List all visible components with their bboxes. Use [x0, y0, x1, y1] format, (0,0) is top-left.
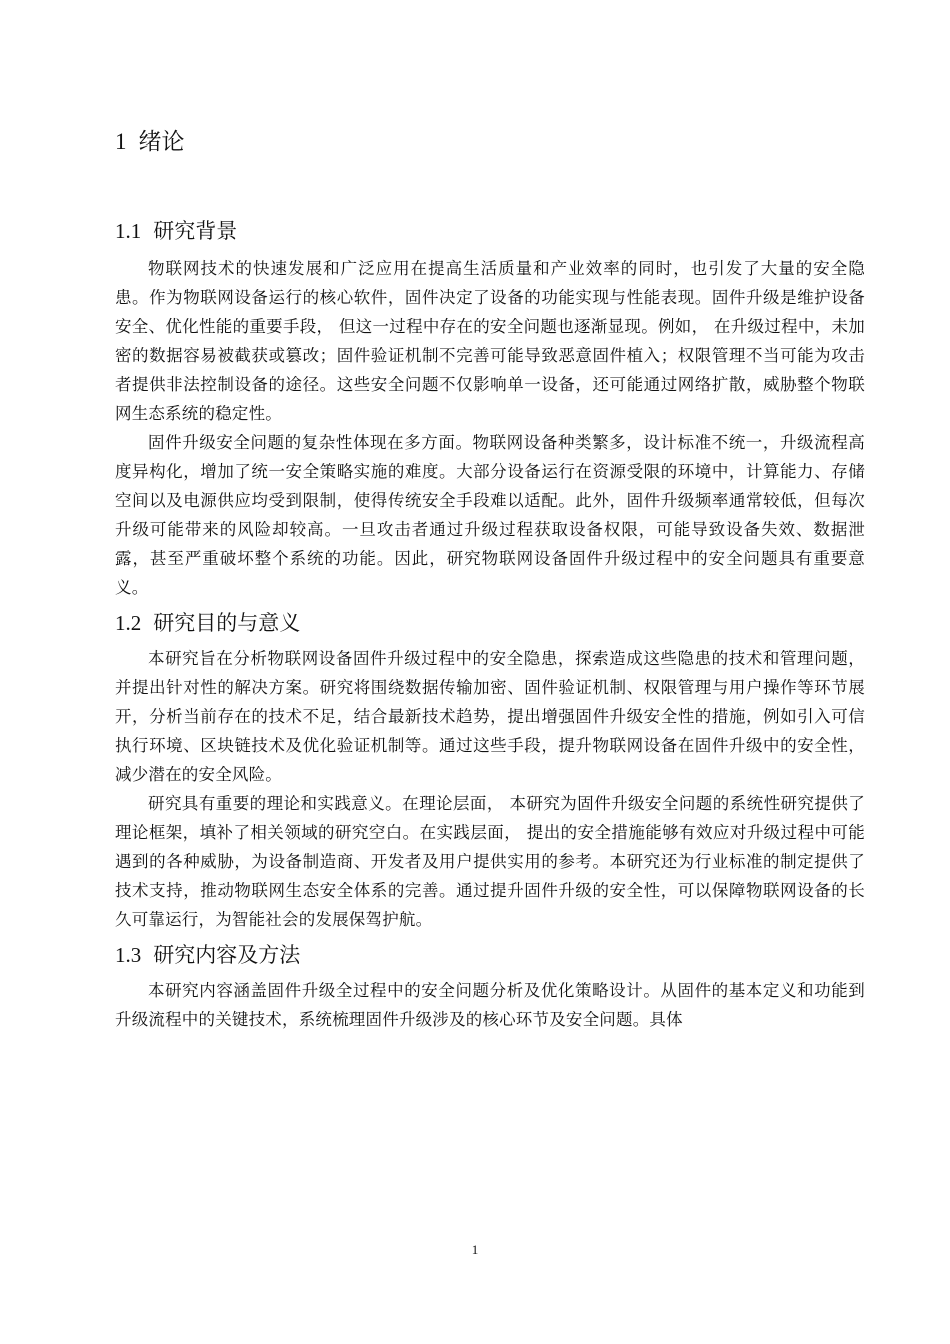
section-title: 研究目的与意义 [153, 611, 301, 635]
section-title: 研究背景 [153, 219, 238, 243]
section-1-3 [115, 934, 865, 1034]
section-1-2 [115, 602, 865, 934]
page-content [115, 120, 865, 1034]
paragraph: 本研究旨在分析物联网设备固件升级过程中的安全隐患，探索造成这些隐患的技术和管理问题，并提出针对性的解决方案。研究将围绕数据传输加密、固件验证机制、权限管理与用户操作等环节展开，分析当前存在的技术不足，结合最新技术趋势，提出增强固件升级安全性的措施，例如引入可信执行环境、区块链技术及优化验证机制等。通过这些手段，提升物联网设备在固件升级中的安全性，减少潜在的安全风险。 [115, 649, 865, 784]
page-number: 1 [471, 1242, 479, 1257]
paragraph: 研究具有重要的理论和实践意义。在理论层面， 本研究为固件升级安全问题的系统性研究提供了理论框架，填补了相关领域的研究空白。在实践层面， 提出的安全措施能够有效应对升级过程中可能遇到的各种威胁，为设备制造商、开发者及用户提供实用的参考。本研究还为行业标准的制定提供了技术支持，推动物联网生态安全体系的完善。通过提升固件升级的安全性，可以保障物联网设备的长久可靠运行，为智能社会的发展保驾护航。 [115, 794, 865, 929]
paragraph: 固件升级安全问题的复杂性体现在多方面。物联网设备种类繁多，设计标准不统一，升级流程高度异构化，增加了统一安全策略实施的难度。大部分设备运行在资源受限的环境中，计算能力、存储空间以及电源供应均受到限制，使得传统安全手段难以适配。此外，固件升级频率通常较低，但每次升级可能带来的风险却较高。一旦攻击者通过升级过程获取设备权限，可能导致设备失效、数据泄露，甚至严重破坏整个系统的功能。因此，研究物联网设备固件升级过程中的安全问题具有重要意义。 [115, 433, 865, 597]
paragraph: 物联网技术的快速发展和广泛应用在提高生活质量和产业效率的同时，也引发了大量的安全隐患。作为物联网设备运行的核心软件，固件决定了设备的功能实现与性能表现。固件升级是维护设备安全、优化性能的重要手段， 但这一过程中存在的安全问题也逐渐显现。例如， 在升级过程中，未加密的数据容易被截获或篡改；固件验证机制不完善可能导致恶意固件植入；权限管理不当可能为攻击者提供非法控制设备的途径。这些安全问题不仅影响单一设备，还可能通过网络扩散，威胁整个物联网生态系统的稳定性。 [115, 259, 865, 423]
section-heading [115, 934, 865, 976]
section-number: 1.3 [115, 943, 142, 967]
chapter-number: 1 [115, 129, 127, 154]
paragraph: 本研究内容涵盖固件升级全过程中的安全问题分析及优化策略设计。从固件的基本定义和功能到升级流程中的关键技术，系统梳理固件升级涉及的核心环节及安全问题。具体 [115, 981, 865, 1029]
section-heading [115, 602, 865, 644]
chapter-title: 绪论 [138, 129, 185, 155]
section-number: 1.2 [115, 611, 142, 635]
section-title: 研究内容及方法 [153, 943, 301, 967]
section-1-1 [115, 210, 865, 602]
section-number: 1.1 [115, 219, 142, 243]
chapter-heading [115, 120, 865, 164]
section-heading [115, 210, 865, 252]
